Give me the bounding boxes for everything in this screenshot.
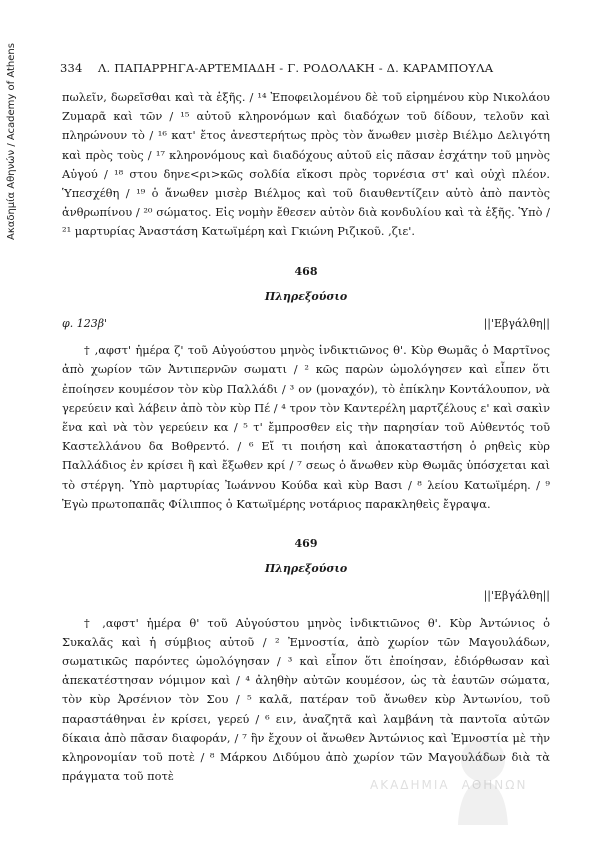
watermark-right-text: ΑΘΗΝΩΝ [461,778,528,792]
page-number: 334 [60,61,83,75]
doc-469-title: Πληρεξούσιο [264,562,348,576]
archive-side-label: Ακαδημία Αθηνών / Academy of Athens [6,43,17,240]
watermark-left-text: ΑΚΑΔΗΜΙΑ [370,778,450,792]
doc-468-number: 468 [294,264,318,278]
doc-468-meta-row [62,314,550,333]
page-body [62,88,550,787]
doc-468-folio: φ. 123β' [62,317,108,331]
doc-468-text: † ,αφστ' ἡμέρα ζ' τοῦ Αὐγούστου μηνὸς ἰνδικτιῶνος θ'. Κὺρ Θωμᾶς ὁ Μαρτῖνος ἀπὸ χωρίον τῶν Ἀντιπερνῶν σωματι / ² κῶς παρὼν ὡμολόγησεν καὶ εἶπεν ὅτι ἐποίησεν κουμέσον τὸν κὺρ Παλλάδι / ³ ον (μοναχόν), τὸ ἐπίκλην Κοντάλουπον, νὰ γερεύειν καὶ λάβειν ἀπὸ τὸν κὺρ Πέ / ⁴ τρον τὸν Καντερέλη μαρτζέλους ε' καὶ σακὶν ἕνα καὶ νὰ τὸν γερεύειν κα / ⁵ τ' ἔμπροσθεν εἰς τὴν παρησίαν τοῦ Αὐθεντός τοῦ Καστελλάνου δα Βοθρεντό. / ⁶ Εἴ τι ποιήση καὶ ἀποκαταστήση ὁ ρηθεὶς κὺρ Παλλάδιος ἐν κρίσει ἢ καὶ ἔξωθεν κρί / ⁷ σεως ὁ ἄνωθεν κὺρ Θωμᾶς ὑπόσχεται καὶ τὸ στέργη. Ὑπὸ μαρτυρίας Ἰωάννου Κούδα καὶ κὺρ Βασι / ⁸ λείου Κατωϊμέρη. / ⁹ Ἐγὼ πρωτοπαπᾶς Φίλιππος ὁ Κατωϊμέρης νοτάριος παρακληθεὶς ἔγραψα. [62,343,550,511]
running-header [60,61,550,75]
doc-468-scribe-note: ||'Εβγάλθη|| [483,317,550,331]
continuation-paragraph: πωλεῖν, δωρεῖσθαι καὶ τὰ ἑξῆς. / ¹⁴ Ἐποφειλομένου δὲ τοῦ εἰρημένου κὺρ Νικολάου Ζυμαρᾶ καὶ τῶν / ¹⁵ αὐτοῦ κληρονόμων καὶ διαδόχων τοῦ δίδουν, τελοῦν καὶ πληρώνουν τὸ / ¹⁶ κατ' ἔτος ἀνεστερήτως πρὸς τὸν ἄνωθεν μισὲρ Βιέλμο Δελιγότη καὶ πρὸς τοὺς / ¹⁷ κληρονόμους καὶ διαδόχους αὐτοῦ εἰς πᾶσαν ἐσχάτην τοῦ μηνὸς Αὐγού / ¹⁸ στου δηνε<ρι>κῶς σολδία εἴκοσι πρὸς τορνέσια στ' καὶ οὐχὶ πλέον. Ὑπεσχέθη / ¹⁹ ὁ ἄνωθεν μισὲρ Βιέλμος καὶ τοῦ διαυθεντίζειν αὐτὸ ἀπὸ παντὸς ἀνθρωπίνου / ²⁰ σώματος. Εἰς νομὴν ἔθεσεν αὐτὸν διὰ κονδυλίου καὶ τὰ ἑξῆς. Ὑπὸ / ²¹ μαρτυρίας Ἀναστάση Κατωϊμέρη καὶ Γκιώνη Ριζικοῦ. ,ζιε'. [62,90,550,239]
academy-watermark [370,765,570,805]
doc-469-scribe-note: ||'Εβγάλθη|| [483,589,550,603]
header-authors: Λ. ΠΑΠΑΡΡΗΓΑ-ΑΡΤΕΜΙΑΔΗ - Γ. ΡΟΔΟΛΑΚΗ - Δ. ΚΑΡΑΜΠΟΥΛΑ [98,61,494,75]
doc-469-number: 469 [294,537,318,551]
doc-468-title: Πληρεξούσιο [264,289,348,303]
doc-469-text: † ,αφστ' ἡμέρα θ' τοῦ Αὐγούστου μηνὸς ἰνδικτιῶνος θ'. Κὺρ Ἀντώνιος ὁ Συκαλᾶς καὶ ἡ σύμβιος αὐτοῦ / ² Ἐμνοστία, ἀπὸ χωρίον τῶν Μαγουλάδων, σωματικῶς παρόντες ὡμολόγησαν / ³ καὶ εἶπον ὅτι ἐποίησαν, ἐδιόρθωσαν καὶ ἀπεκατέστησαν νόμιμον καὶ / ⁴ ἀληθὴν αὐτῶν κουμέσον, ὡς τὰ ἑαυτῶν σώματα, τὸν κὺρ Ἀρσένιον τὸν Σου / ⁵ καλᾶ, πατέραν τοῦ ἄνωθεν κὺρ Ἀντωνίου, τοῦ παραστάθηναι ἐν κρίσει, γερεύ / ⁶ ειν, ἀναζητᾶ καὶ λαμβάνη τὰ παντοῖα αὐτῶν δίκαια ἀπὸ πᾶσαν διαφοράν, / ⁷ ἣν ἔχουν οἱ ἄνωθεν Ἀντώνιος καὶ Ἐμνοστία μὲ τὴν κληρονομίαν τοῦ ποτὲ / ⁸ Μάρκου Διδύμου ἀπὸ χωρίον τῶν Μαγουλάδων διὰ τὰ πράγματα τοῦ ποτὲ [62,615,550,784]
